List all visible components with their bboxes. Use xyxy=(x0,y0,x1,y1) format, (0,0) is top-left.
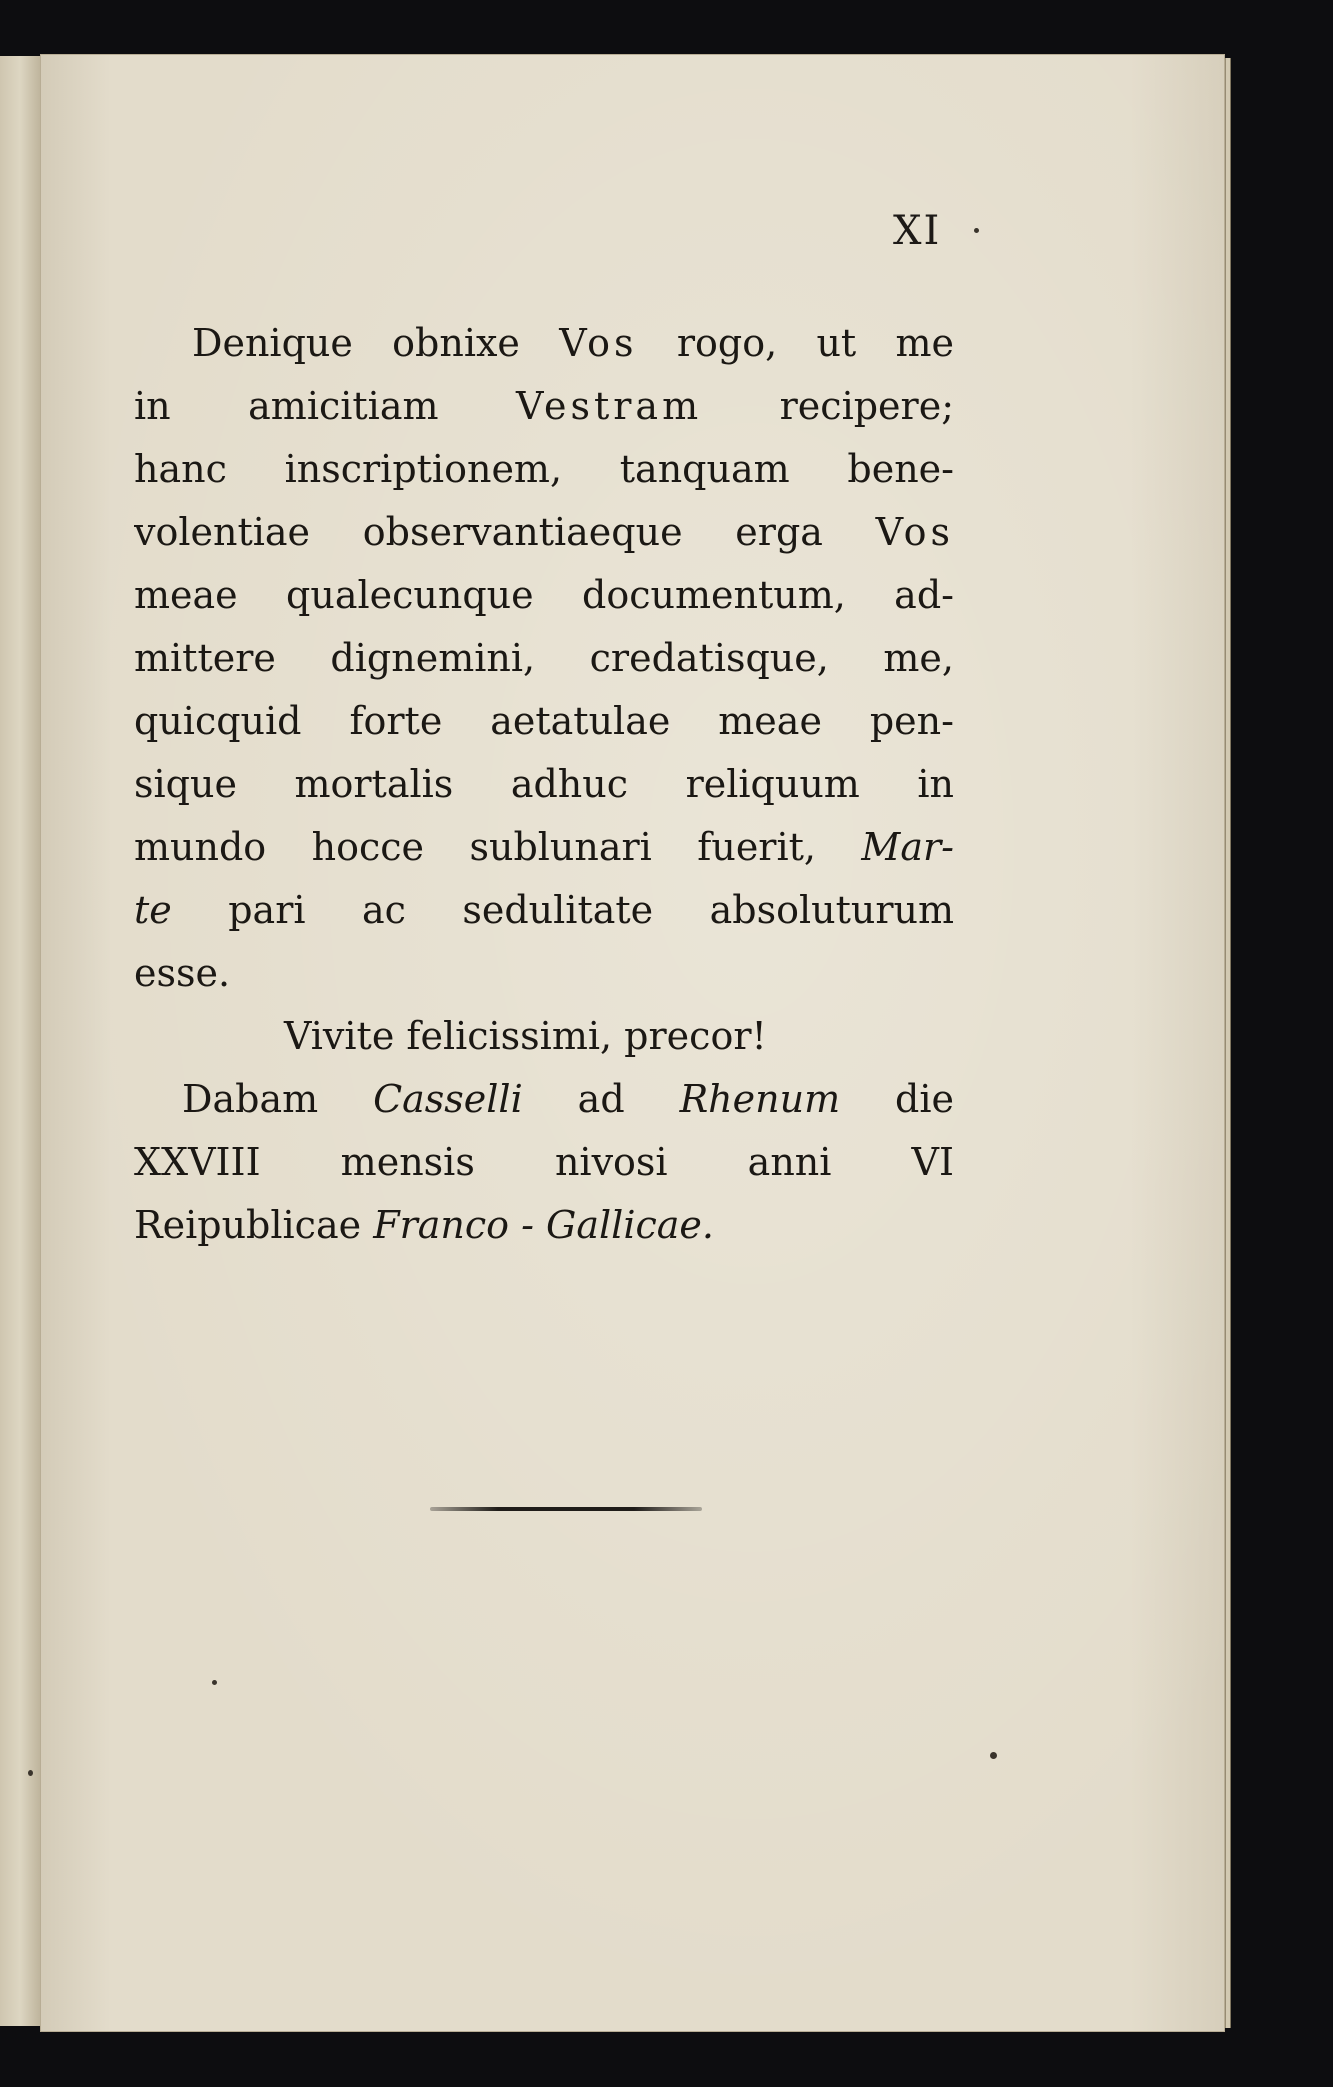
decorative-rule xyxy=(430,1507,702,1511)
text-line: sique mortalis adhuc reliquum in xyxy=(134,762,954,806)
date-line: Reipublicae Franco - Gallicae. xyxy=(134,1203,714,1247)
text-line: quicquid forte aetatulae meae pen- xyxy=(134,699,954,743)
text-line: in amicitiam Vestram recipere; xyxy=(134,384,954,428)
text-line: esse. xyxy=(134,951,231,995)
text-line: mundo hocce sublunari fuerit, Mar- xyxy=(134,825,954,869)
page-number: XI xyxy=(893,208,942,254)
date-line: Dabam Casselli ad Rhenum die xyxy=(182,1077,954,1121)
valediction-line: Vivite felicissimi, precor! xyxy=(284,1014,767,1058)
text-line: te pari ac sedulitate absoluturum xyxy=(134,888,954,932)
text-line: mittere dignemini, credatisque, me, xyxy=(134,636,954,680)
paper-speck xyxy=(990,1752,997,1759)
text-line: hanc inscriptionem, tanquam bene- xyxy=(134,447,954,491)
paper-speck xyxy=(212,1680,217,1685)
text-line: meae qualecunque documentum, ad- xyxy=(134,573,954,617)
paper-speck xyxy=(974,228,979,233)
previous-page-edge xyxy=(0,56,42,2026)
body-text xyxy=(134,312,954,1257)
date-line: XXVIII mensis nivosi anni VI xyxy=(134,1140,954,1184)
text-line: Denique obnixe Vos rogo, ut me xyxy=(192,321,954,365)
page-fore-edge xyxy=(1225,58,1231,2028)
paper-speck xyxy=(28,1770,33,1776)
text-line: volentiae observantiaeque erga Vos xyxy=(134,510,954,554)
